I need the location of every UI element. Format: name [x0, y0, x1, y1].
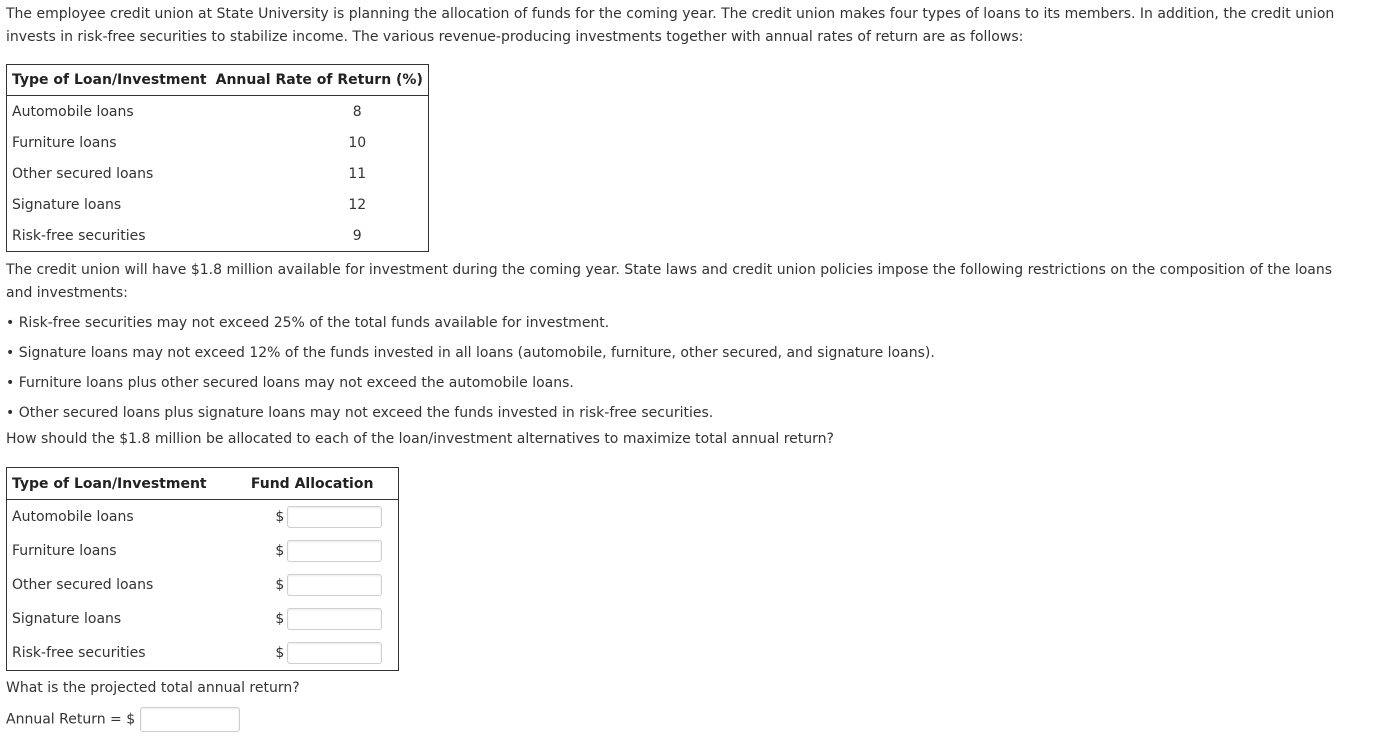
currency-symbol: $: [275, 509, 285, 525]
risk-free-securities-input[interactable]: [287, 642, 382, 664]
constraint-bullet: • Other secured loans plus signature loans may not exceed the funds invested in risk-free securities.: [6, 405, 714, 421]
return-question: What is the projected total annual return?: [6, 680, 300, 696]
table-row: [7, 534, 399, 568]
rates-table-header: [7, 65, 429, 96]
automobile-loans-input[interactable]: [287, 506, 382, 528]
rate-value-cell: 8: [352, 103, 362, 120]
allocation-type-cell: Signature loans: [12, 611, 122, 627]
table-row: [7, 189, 429, 220]
table-row: [7, 220, 429, 252]
annual-return-input[interactable]: [140, 707, 240, 732]
rate-type-cell: Automobile loans: [12, 103, 134, 120]
table-row: [7, 636, 399, 671]
allocation-table-header: [7, 468, 399, 500]
allocation-input-cell: [225, 534, 398, 568]
table-row: [7, 500, 399, 535]
rate-value-cell: 10: [348, 134, 367, 151]
intro-paragraph: The employee credit union at State University is planning the allocation of funds for the coming year. The credit union makes four types of loans to its members. In addition, the credit union invests in risk-free securities to stabilize income. The various revenue-producing investments together with annual rates of return are as follows:: [6, 6, 1335, 45]
allocation-type-cell: Risk-free securities: [12, 645, 146, 661]
rate-value-cell: 9: [352, 227, 362, 244]
other-secured-loans-input[interactable]: [287, 574, 382, 596]
rate-value-cell: 11: [348, 165, 367, 182]
rate-type-cell: Furniture loans: [12, 134, 117, 151]
currency-symbol: $: [275, 577, 285, 593]
rate-type-cell: Signature loans: [12, 196, 122, 213]
allocation-header-fund: Fund Allocation: [225, 468, 398, 500]
allocation-input-cell: [225, 636, 398, 671]
annual-return-row: [6, 707, 240, 732]
constraints-intro: The credit union will have $1.8 million available for investment during the coming year. State laws and credit union policies impose the following restrictions on the composition of the loans and investments:: [6, 262, 1333, 301]
allocation-input-cell: [225, 568, 398, 602]
annual-return-label: Annual Return = $: [6, 711, 136, 728]
rates-table: [6, 64, 429, 252]
table-row: [7, 568, 399, 602]
allocation-type-cell: Other secured loans: [12, 577, 154, 593]
allocation-header-type: Type of Loan/Investment: [7, 468, 226, 500]
allocation-type-cell: Furniture loans: [12, 543, 117, 559]
rates-header-rate: Annual Rate of Return (%): [211, 65, 429, 96]
allocation-input-cell: [225, 602, 398, 636]
allocation-type-cell: Automobile loans: [12, 509, 134, 525]
table-row: [7, 158, 429, 189]
furniture-loans-input[interactable]: [287, 540, 382, 562]
rate-type-cell: Other secured loans: [12, 165, 154, 182]
rates-header-type: Type of Loan/Investment: [7, 65, 211, 96]
allocation-input-cell: [225, 500, 398, 535]
constraint-bullet: • Furniture loans plus other secured loans may not exceed the automobile loans.: [6, 375, 574, 391]
allocation-table: [6, 467, 399, 671]
constraint-bullet: • Risk-free securities may not exceed 25% of the total funds available for investment.: [6, 315, 610, 331]
table-row: [7, 127, 429, 158]
currency-symbol: $: [275, 645, 285, 661]
table-row: [7, 602, 399, 636]
rate-value-cell: 12: [348, 196, 367, 213]
constraint-bullet: • Signature loans may not exceed 12% of the funds invested in all loans (automobile, furniture, other secured, and signature loans).: [6, 345, 935, 361]
currency-symbol: $: [275, 543, 285, 559]
signature-loans-input[interactable]: [287, 608, 382, 630]
rate-type-cell: Risk-free securities: [12, 227, 146, 244]
allocation-question: How should the $1.8 million be allocated to each of the loan/investment alternatives to maximize total annual return?: [6, 431, 834, 447]
table-row: [7, 96, 429, 128]
currency-symbol: $: [275, 611, 285, 627]
